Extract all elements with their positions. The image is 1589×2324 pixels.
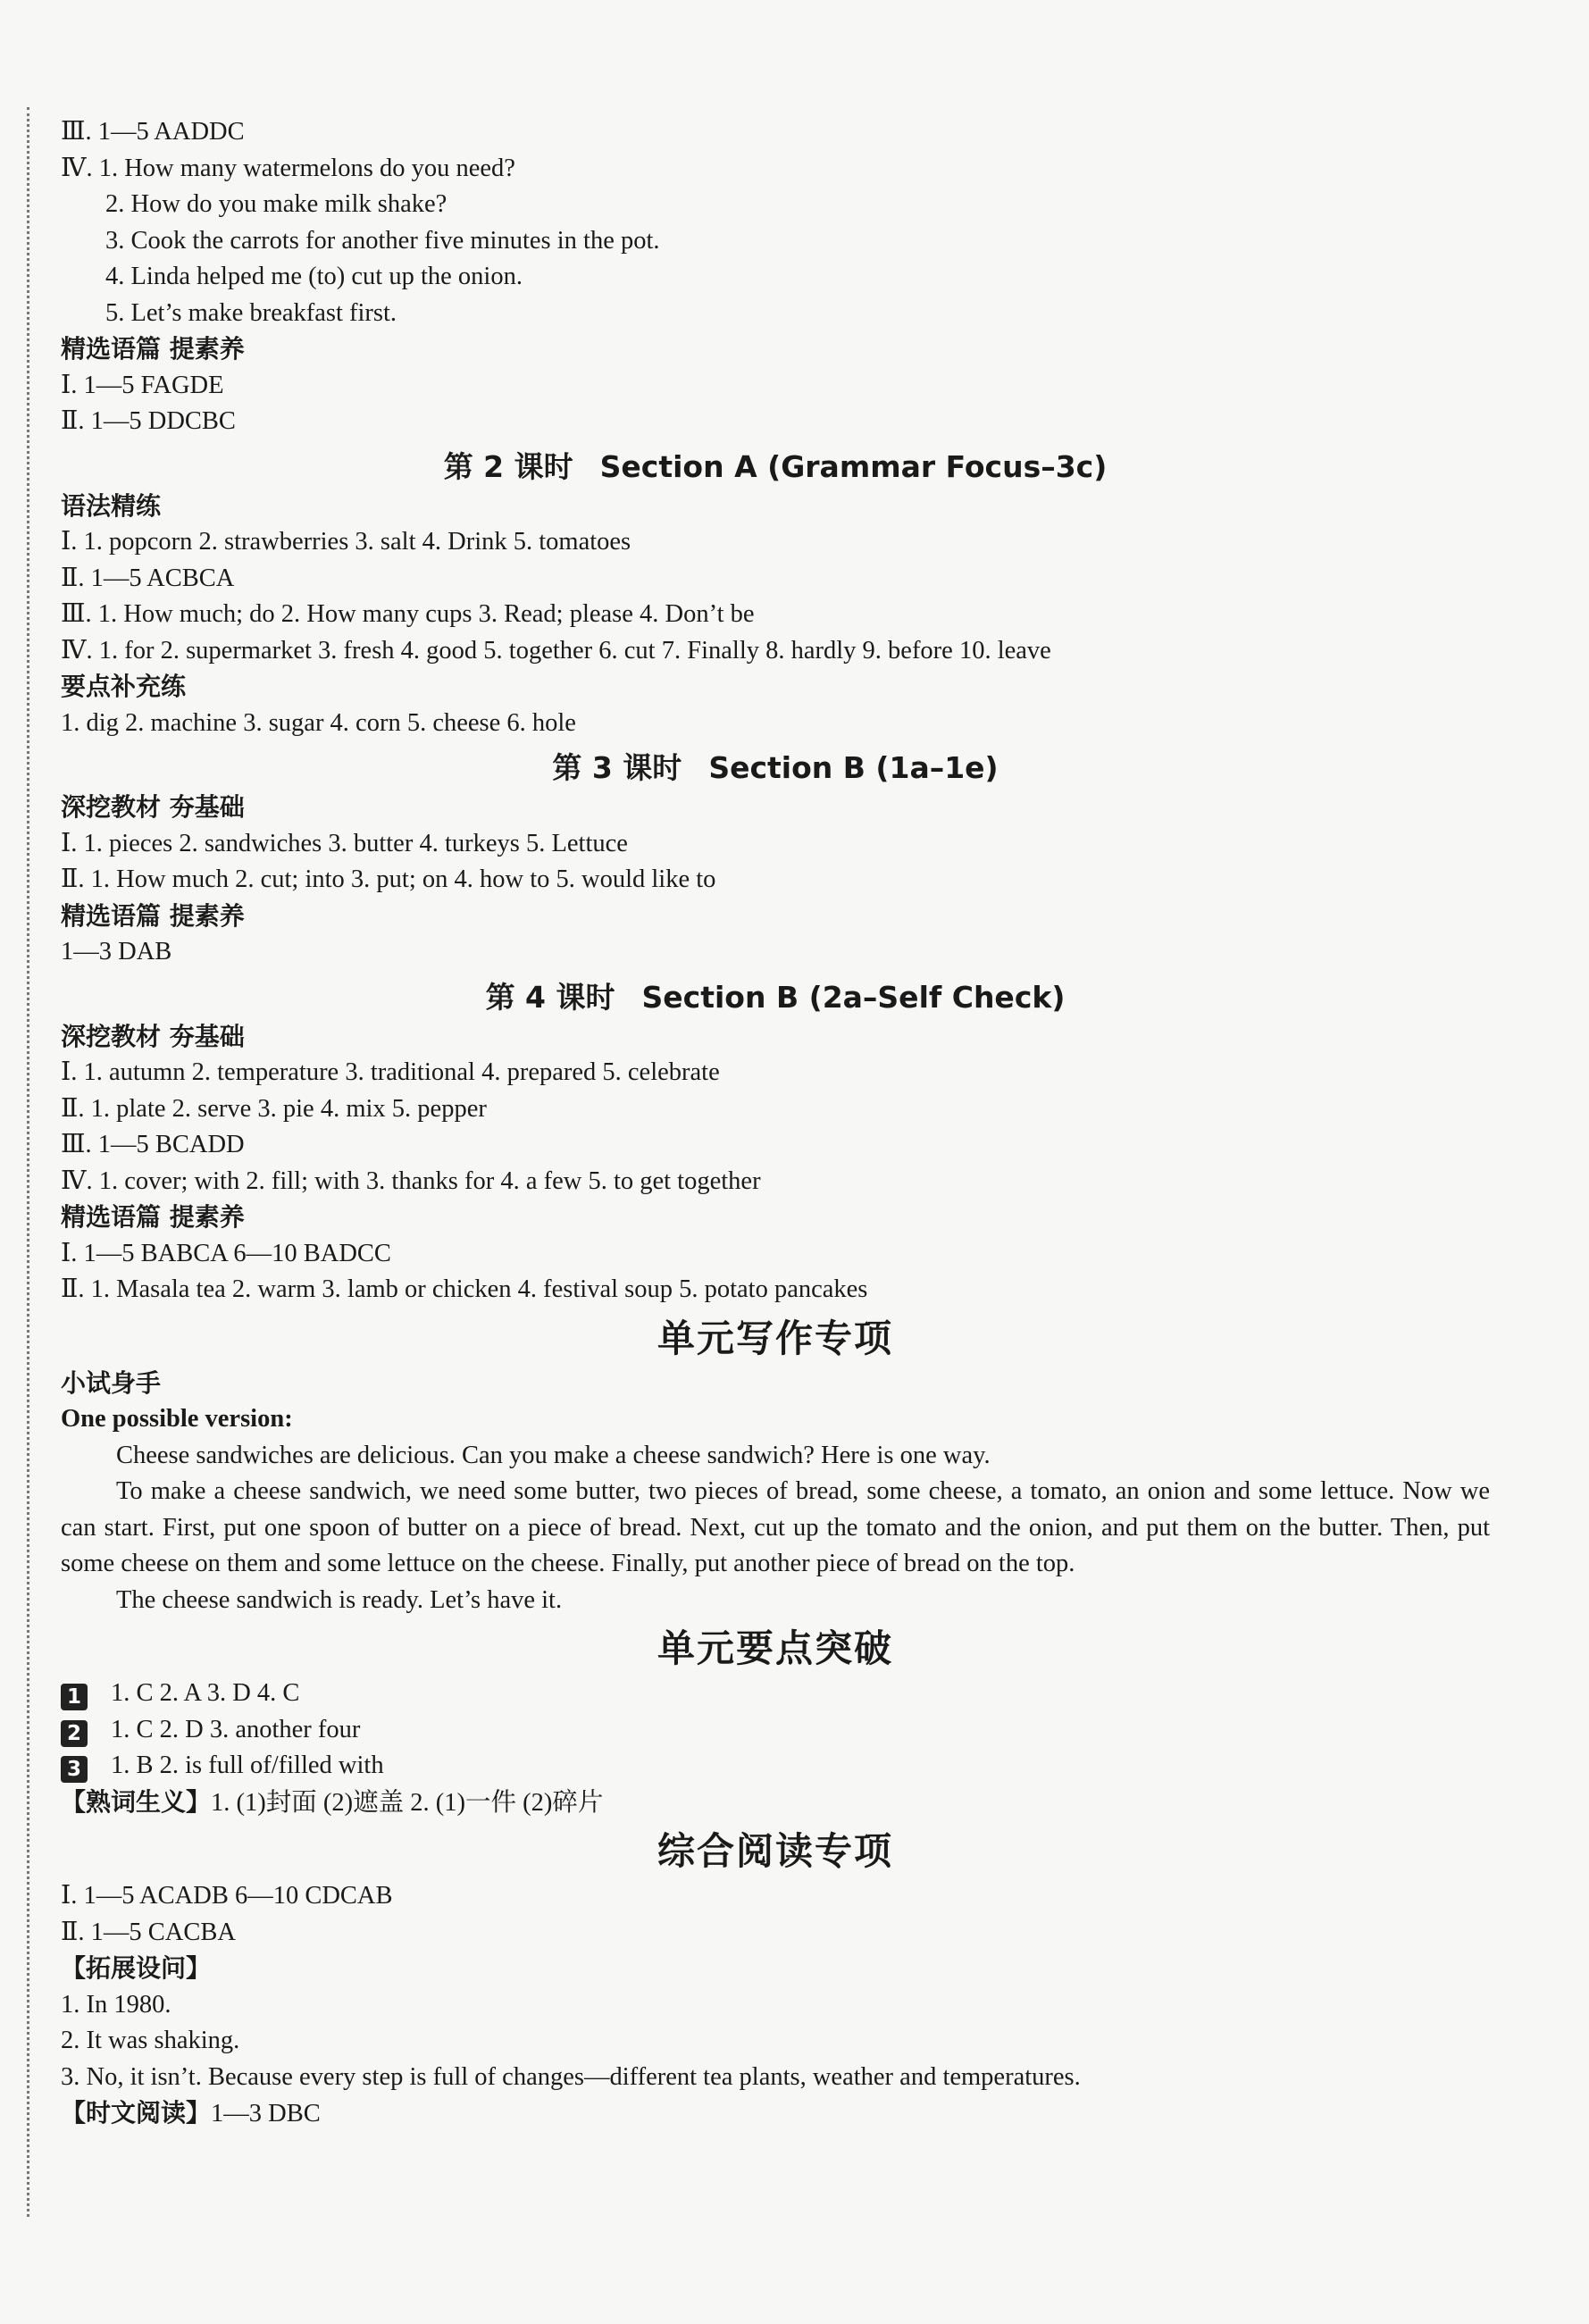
answer-line: Ⅱ. 1. How much 2. cut; into 3. put; on 4. how to 5. would like to (61, 865, 716, 893)
answer-line: Ⅰ. 1—5 BABCA 6—10 BADCC (61, 1239, 391, 1267)
answer-text: 1. C 2. D 3. another four (111, 1715, 361, 1743)
section-label: 要点补充练 (61, 672, 187, 701)
lesson-heading (61, 976, 1490, 1019)
answer-line: Ⅱ. 1—5 DDCBC (61, 407, 236, 435)
answer-line: Ⅲ. 1—5 AADDC (61, 118, 245, 146)
answer-line: 1—3 DAB (61, 938, 172, 966)
number-badge: 1 (61, 1684, 88, 1710)
lesson-heading (61, 747, 1490, 790)
essay-paragraph: To make a cheese sandwich, we need some butter, two pieces of bread, some cheese, a tomato, an onion and some lettuce. Now we can start. First, put one spoon of butter on a piece of bread. Next, cut up the tomato and the onion, and put them on the butter. Then, put some cheese on them and some lettuce on the cheese. Finally, put another piece of bread on the top. (61, 1477, 1490, 1577)
answer-line: 2. It was shaking. (61, 2027, 240, 2054)
bracket-label: 【熟词生义】 (61, 1786, 212, 1817)
answer-line: 5. Let’s make breakfast first. (105, 298, 397, 327)
answer-line: 3. No, it isn’t. Because every step is full of changes—different tea plants, weather and temperatures. (61, 2062, 1081, 2091)
answer-line (61, 1676, 1490, 1712)
answer-line: Ⅰ. 1—5 ACADB 6—10 CDCAB (61, 1882, 393, 1910)
answer-line: Ⅲ. 1. How much; do 2. How many cups 3. Read; please 4. Don’t be (61, 600, 755, 628)
answer-line: Ⅰ. 1. autumn 2. temperature 3. traditional 4. prepared 5. celebrate (61, 1058, 720, 1086)
essay-paragraph: Cheese sandwiches are delicious. Can you make a cheese sandwich? Here is one way. (116, 1441, 991, 1469)
writing-heading: 单元写作专项 (657, 1316, 893, 1360)
answer-line (61, 1785, 1490, 1822)
answer-line: Ⅰ. 1. pieces 2. sandwiches 3. butter 4. turkeys 5. Lettuce (61, 829, 628, 857)
lesson-section: Section B (1a–1e) (708, 750, 999, 785)
section-label: 小试身手 (61, 1367, 162, 1398)
lesson-section: Section A (Grammar Focus–3c) (599, 448, 1108, 484)
section-label: 精选语篇 提素养 (61, 1202, 245, 1232)
number-badge: 3 (61, 1756, 88, 1783)
answer-line: 3. Cook the carrots for another five minutes in the pot. (105, 226, 660, 255)
section-label: 精选语篇 提素养 (61, 334, 245, 364)
answer-line: Ⅳ. 1. How many watermelons do you need? (61, 154, 515, 182)
key-points-heading: 单元要点突破 (657, 1626, 893, 1670)
section-label: 深挖教材 夯基础 (61, 1021, 245, 1051)
section-label: 深挖教材 夯基础 (61, 792, 245, 822)
answer-line: 1. In 1980. (61, 1990, 171, 2019)
lesson-number: 第 3 课时 (552, 750, 682, 785)
answer-line: 2. How do you make milk shake? (105, 190, 447, 218)
answer-line: Ⅰ. 1. popcorn 2. strawberries 3. salt 4. Drink 5. tomatoes (61, 528, 631, 556)
cut-line (27, 107, 29, 2217)
answer-line: Ⅱ. 1. plate 2. serve 3. pie 4. mix 5. pepper (61, 1094, 487, 1123)
answer-text: 1—3 DBC (211, 2100, 321, 2128)
answer-text: 1. C 2. A 3. D 4. C (111, 1679, 300, 1707)
answer-line: 4. Linda helped me (to) cut up the onion. (105, 263, 523, 290)
bracket-label: 【拓展设问】 (61, 1953, 212, 1983)
section-label: 语法精练 (61, 490, 162, 521)
answer-line: Ⅳ. 1. for 2. supermarket 3. fresh 4. good 5. together 6. cut 7. Finally 8. hardly 9. before 10. leave (61, 636, 1051, 665)
answer-line: Ⅳ. 1. cover; with 2. fill; with 3. thanks for 4. a few 5. to get together (61, 1166, 761, 1195)
reading-heading: 综合阅读专项 (657, 1829, 893, 1873)
section-label: 精选语篇 提素养 (61, 900, 245, 931)
lesson-number: 第 2 课时 (443, 448, 573, 484)
version-label: One possible version: (61, 1405, 293, 1433)
lesson-heading (61, 446, 1490, 489)
answer-line: Ⅱ. 1. Masala tea 2. warm 3. lamb or chicken 4. festival soup 5. potato pancakes (61, 1275, 868, 1303)
lesson-number: 第 4 课时 (485, 979, 615, 1015)
answer-page (61, 114, 1490, 2133)
answer-line: Ⅲ. 1—5 BCADD (61, 1131, 245, 1158)
bracket-label: 【时文阅读】 (61, 2098, 212, 2128)
answer-line: Ⅰ. 1—5 FAGDE (61, 371, 224, 399)
answer-line (61, 1712, 1490, 1749)
number-badge: 2 (61, 1720, 88, 1747)
lesson-section: Section B (2a–Self Check) (641, 979, 1066, 1015)
answer-line: Ⅱ. 1—5 CACBA (61, 1918, 236, 1946)
answer-line (61, 1748, 1490, 1785)
essay-paragraph: The cheese sandwich is ready. Let’s have it. (116, 1585, 563, 1614)
answer-line (61, 2095, 1490, 2133)
answer-line: Ⅱ. 1—5 ACBCA (61, 564, 235, 592)
answer-line: 1. dig 2. machine 3. sugar 4. corn 5. cheese 6. hole (61, 708, 576, 737)
answer-text: 1. (1)封面 (2)遮盖 2. (1)一件 (2)碎片 (211, 1788, 604, 1817)
answer-text: 1. B 2. is full of/filled with (111, 1751, 384, 1779)
